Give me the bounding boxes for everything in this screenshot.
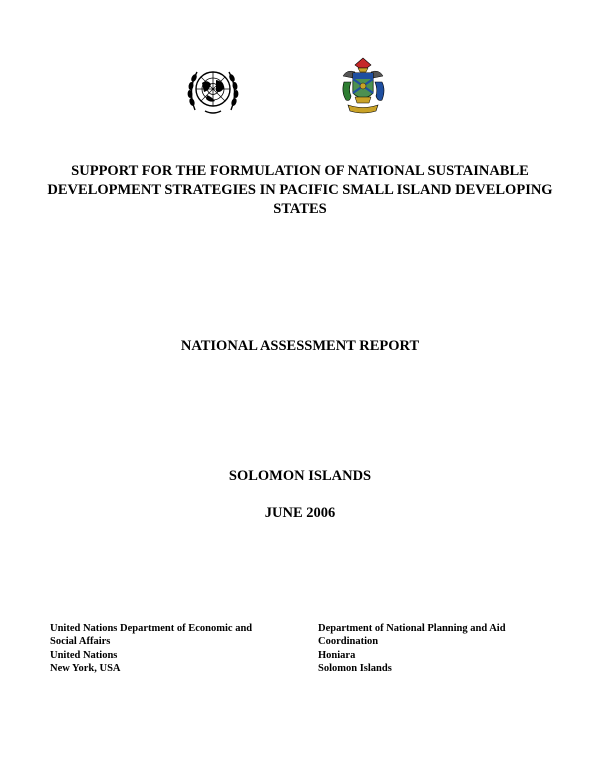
address-line: United Nations [50,649,118,661]
report-type: NATIONAL ASSESSMENT REPORT [180,338,420,354]
un-desa-address-block [50,622,300,675]
address-line: Department of National Planning and Aid [318,623,506,634]
address-line: New York, USA [50,662,121,674]
address-line: Solomon Islands [318,662,392,674]
un-emblem-icon [185,64,241,116]
address-line: Honiara [318,649,356,661]
solomon-islands-coat-of-arms-icon [338,56,388,118]
national-planning-address-block [318,622,568,675]
publication-date: JUNE 2006 [264,505,336,521]
address-line: Coordination [318,636,379,648]
address-line: Social Affairs [50,636,111,648]
address-line: United Nations Department of Economic and [50,623,253,634]
country-name: SOLOMON ISLANDS [228,468,372,484]
document-title: SUPPORT FOR THE FORMULATION OF NATIONAL SUSTAINABLE DEVELOPMENT STRATEGIES IN PACIFIC SMALL ISLAND DEVELOPING STATES [47,163,553,217]
